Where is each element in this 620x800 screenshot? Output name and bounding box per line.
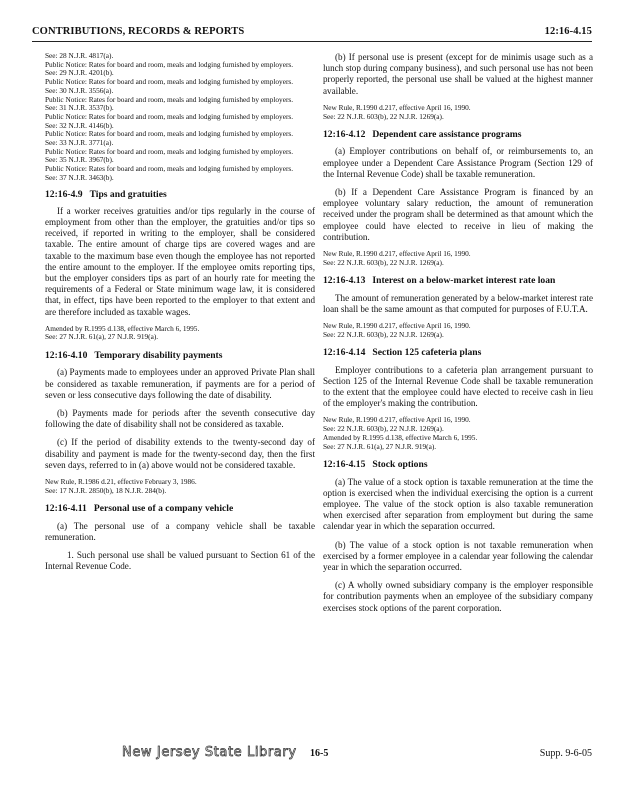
page-number: 16-5 [310,748,329,759]
section-title: Section 125 cafeteria plans [372,347,482,359]
history-line: See: 22 N.J.R. 603(b), 22 N.J.R. 1269(a). [323,257,444,267]
notice-line: See: 37 N.J.R. 3463(b). [45,172,114,182]
notice-line: Public Notice: Rates for board and room, meals and lodging furnished by employers. [45,94,294,104]
running-title: CONTRIBUTIONS, RECORDS & REPORTS [32,26,245,37]
notice-line: See: 31 N.J.R. 3537(b). [45,103,114,113]
history-line: New Rule, R.1990 d.217, effective April 16, 1990. [323,415,471,425]
notice-line: See: 30 N.J.R. 3556(a). [45,85,114,95]
section-title: Dependent care assistance programs [372,129,522,141]
paragraph: (a) Payments made to employees under an approved Private Plan shall be considered as taxable remuneration, if payments are for a period of seven or less consecutive days following the date of disability. [45,367,315,400]
notice-line: See: 28 N.J.R. 4817(a). [45,51,114,60]
history-line: Amended by R.1995 d.138, effective March 6, 1995. [45,323,200,333]
section-range: 12:16-4.15 [544,26,592,37]
history-note [45,325,315,342]
history-note [323,322,593,339]
history-line: See: 22 N.J.R. 603(b), 22 N.J.R. 1269(a). [323,329,444,339]
section-number: 12:16-4.14 [323,347,366,359]
section-title: Tips and gratuities [89,188,167,200]
paragraph: If a worker receives gratuities and/or tips regularly in the course of employment from other than the employer, the gratuities and/or tips so received, if reported in writing to the employer, shall be considered taxable. The entire amount of charge tips are covered wages and are taxable to the maximum base even though the employee has not reported the entire amount to the employer. If the employee omits reporting tips, but the employer considers tips as part of an hourly rate for meeting the requirements of a Federal or State minimum wage law, it is considered that, in effect, tips have been reported to the employer to that extent and are therefore included as taxable wages. [45,205,315,317]
right-column [323,52,593,621]
section-heading-4-9 [45,189,315,200]
section-number: 12:16-4.13 [323,275,366,287]
paragraph: The amount of remuneration generated by a below-market interest rate loan shall be the same amount as that computed for purposes of F.U.T.A. [323,292,593,314]
paragraph: (a) Employer contributions on behalf of, or reimbursements to, an employee under a Dependent Care Assistance Program (Section 129 of the Internal Revenue Code) shall be taxable remuneration. [323,146,593,179]
paragraph: (a) The personal use of a company vehicle shall be taxable remuneration. [45,520,315,542]
section-number: 12:16-4.11 [45,503,87,515]
notice-line: See: 35 N.J.R. 3967(b). [45,155,114,165]
history-note [323,250,593,267]
history-line: New Rule, R.1990 d.217, effective April 16, 1990. [323,102,471,112]
section-heading-4-11 [45,503,315,514]
history-note [45,478,315,495]
section-number: 12:16-4.15 [323,459,366,471]
history-line: See: 27 N.J.R. 61(a), 27 N.J.R. 919(a). [323,441,437,451]
section-title: Interest on a below-market interest rate loan [372,275,556,287]
section-title: Personal use of a company vehicle [93,503,234,515]
section-number: 12:16-4.10 [45,350,88,362]
paragraph: 1. Such personal use shall be valued pursuant to Section 61 of the Internal Revenue Code. [45,550,315,572]
section-heading-4-10 [45,350,315,361]
header-rule [32,41,592,42]
paragraph: (b) Payments made for periods after the seventh consecutive day following the date of disability shall not be considered as taxable. [45,408,315,430]
page-header [32,26,592,37]
history-line: New Rule, R.1990 d.217, effective April 16, 1990. [323,249,471,259]
paragraph: (a) The value of a stock option is taxable remuneration at the time the option is exercised when the individual exercising the option is a current employee. The value of the stock option is also taxable remuneration when exercised after separation from employment but during the same calendar year in which the separation occurred. [323,476,593,532]
notice-line: Public Notice: Rates for board and room, meals and lodging furnished by employers. [45,111,294,121]
notice-line: Public Notice: Rates for board and room, meals and lodging furnished by employers. [45,59,294,69]
notice-line: See: 29 N.J.R. 4201(b). [45,68,114,78]
section-title: Stock options [372,459,428,471]
public-notices [45,52,315,183]
section-number: 12:16-4.12 [323,129,366,141]
notice-line: Public Notice: Rates for board and room, meals and lodging furnished by employers. [45,129,294,139]
paragraph: (b) If personal use is present (except for de minimis usage such as a lunch stop during company business), and such personal use has not been properly reported, the personal use shall be valued at the highest manner available. [323,52,593,96]
section-heading-4-13 [323,275,593,286]
paragraph: (c) A wholly owned subsidiary company is the employer responsible for contribution payments when an employee of the subsidiary company exercises stock options of the parent corporation. [323,580,593,613]
paragraph: (b) The value of a stock option is not taxable remuneration when exercised by a former employee in a calendar year following the calendar year in which the separation occurred. [323,539,593,572]
notice-line: Public Notice: Rates for board and room, meals and lodging furnished by employers. [45,77,294,87]
history-line: See: 27 N.J.R. 61(a), 27 N.J.R. 919(a). [45,332,159,342]
paragraph: (c) If the period of disability extends to the twenty-second day of disability and payment is made for the twenty-second day, then the first seven days, referred to in (a) above would not be considered taxable. [45,437,315,470]
history-line: Amended by R.1995 d.138, effective March 6, 1995. [323,432,478,442]
left-column [45,52,315,579]
section-heading-4-12 [323,129,593,140]
section-title: Temporary disability payments [94,350,223,362]
history-note [323,104,593,121]
history-line: New Rule, R.1990 d.217, effective April 16, 1990. [323,321,471,331]
paragraph: (b) If a Dependent Care Assistance Program is financed by an employee voluntary salary reduction, the amount of remuneration received under the program shall be determined as that amount which the employee could have elected to receive in lieu of making the contribution. [323,187,593,242]
notice-line: Public Notice: Rates for board and room, meals and lodging furnished by employers. [45,146,294,156]
history-line: See: 17 N.J.R. 2850(b), 18 N.J.R. 284(b). [45,485,167,495]
supplement-date: Supp. 9-6-05 [539,748,592,759]
history-line: New Rule, R.1986 d.21, effective February 3, 1986. [45,477,197,487]
notice-line: See: 32 N.J.R. 4146(b). [45,120,114,130]
history-line: See: 22 N.J.R. 603(b), 22 N.J.R. 1269(a). [323,111,444,121]
history-note [323,416,593,451]
section-heading-4-15 [323,459,593,470]
notice-line: See: 33 N.J.R. 3771(a). [45,138,114,148]
section-number: 12:16-4.9 [45,188,83,200]
paragraph: Employer contributions to a cafeteria plan arrangement pursuant to Section 125 of the Internal Revenue Code shall be taxable remuneration to the extent that the employee could have elected to receive cash in lieu of the employer's making the contribution. [323,364,593,409]
library-watermark: New Jersey State Library [122,745,297,760]
section-heading-4-14 [323,347,593,358]
notice-line: Public Notice: Rates for board and room, meals and lodging furnished by employers. [45,164,294,174]
history-line: See: 22 N.J.R. 603(b), 22 N.J.R. 1269(a). [323,424,444,434]
